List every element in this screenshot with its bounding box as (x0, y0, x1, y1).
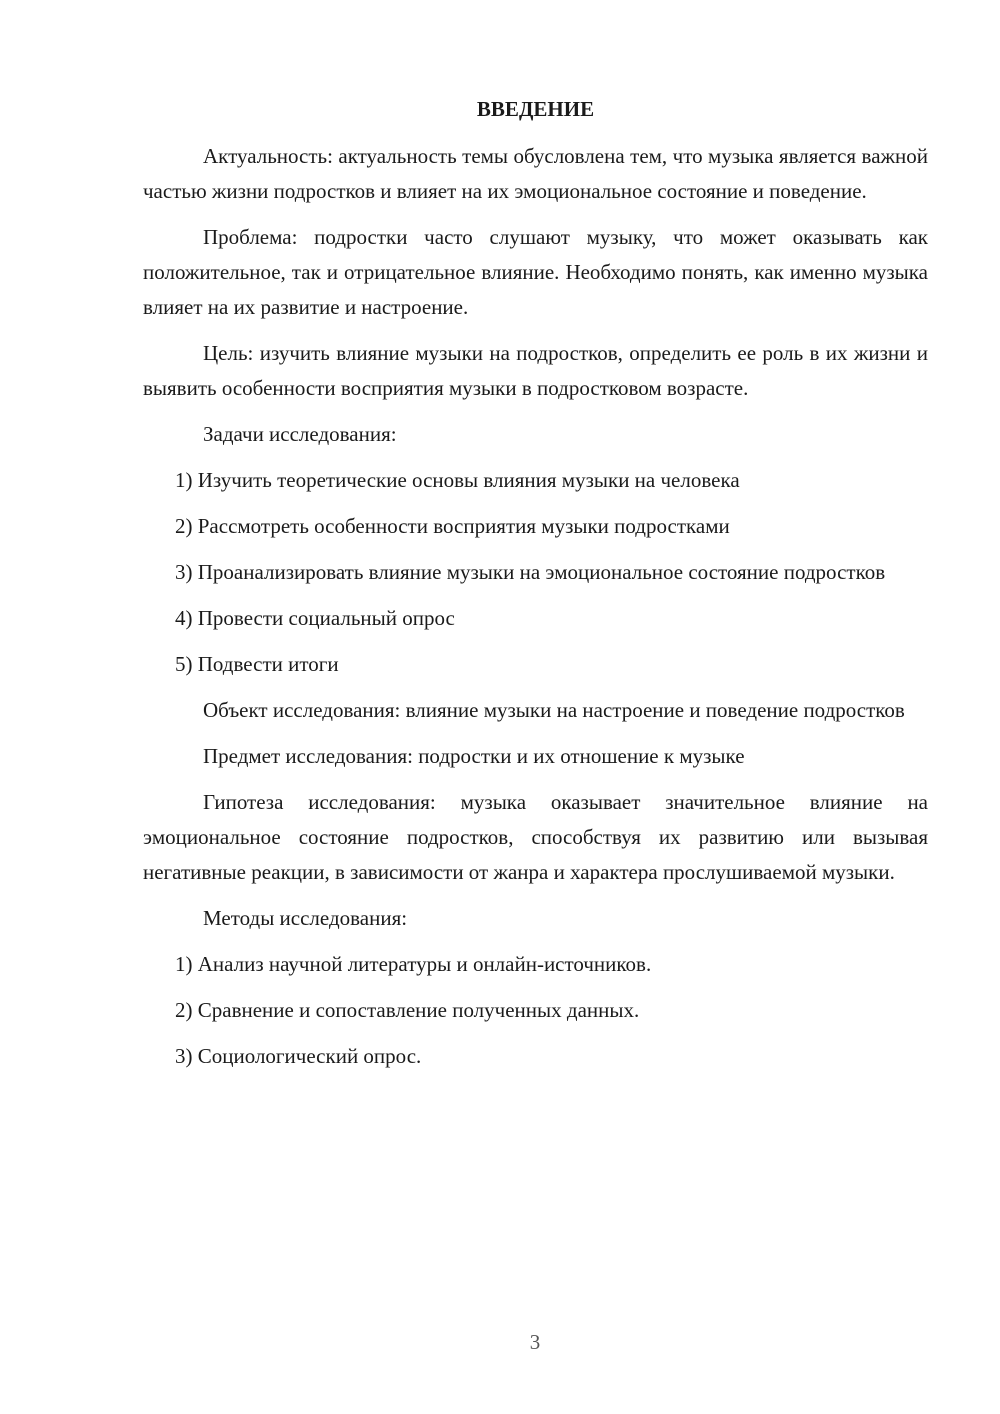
document-page (143, 92, 928, 1085)
methods-title: Методы исследования: (203, 906, 408, 930)
relevance-paragraph: Актуальность: актуальность темы обусловлена тем, что музыка является важной частью жизни подростков и влияет на их эмоциональное состояние и поведение. (143, 144, 928, 203)
page-title: ВВЕДЕНИЕ (476, 97, 595, 121)
method-item-2: 2) Сравнение и сопоставление полученных данных. (175, 998, 640, 1022)
hypothesis-paragraph: Гипотеза исследования: музыка оказывает значительное влияние на эмоциональное состояние подростков, способствуя их развитию или вызывая негативные реакции, в зависимости от жанра и характера прослушиваемой музыки. (143, 790, 928, 884)
object-paragraph: Объект исследования: влияние музыки на настроение и поведение подростков (203, 698, 905, 722)
task-item-1: 1) Изучить теоретические основы влияния музыки на человека (175, 468, 740, 492)
method-item-3: 3) Социологический опрос. (175, 1044, 422, 1068)
goal-paragraph: Цель: изучить влияние музыки на подростков, определить ее роль в их жизни и выявить особенности восприятия музыки в подростковом возрасте. (143, 341, 928, 400)
method-item-1: 1) Анализ научной литературы и онлайн-источников. (175, 952, 652, 976)
task-item-3: 3) Проанализировать влияние музыки на эмоциональное состояние подростков (175, 560, 886, 584)
task-item-4: 4) Провести социальный опрос (175, 606, 455, 630)
problem-paragraph: Проблема: подростки часто слушают музыку, что может оказывать как положительное, так и отрицательное влияние. Необходимо понять, как именно музыка влияет на их развитие и настроение. (143, 225, 928, 319)
task-item-5: 5) Подвести итоги (175, 652, 339, 676)
tasks-title: Задачи исследования: (203, 422, 397, 446)
subject-paragraph: Предмет исследования: подростки и их отношение к музыке (203, 744, 745, 768)
page-number: 3 (529, 1330, 541, 1354)
task-item-2: 2) Рассмотреть особенности восприятия музыки подростками (175, 514, 730, 538)
